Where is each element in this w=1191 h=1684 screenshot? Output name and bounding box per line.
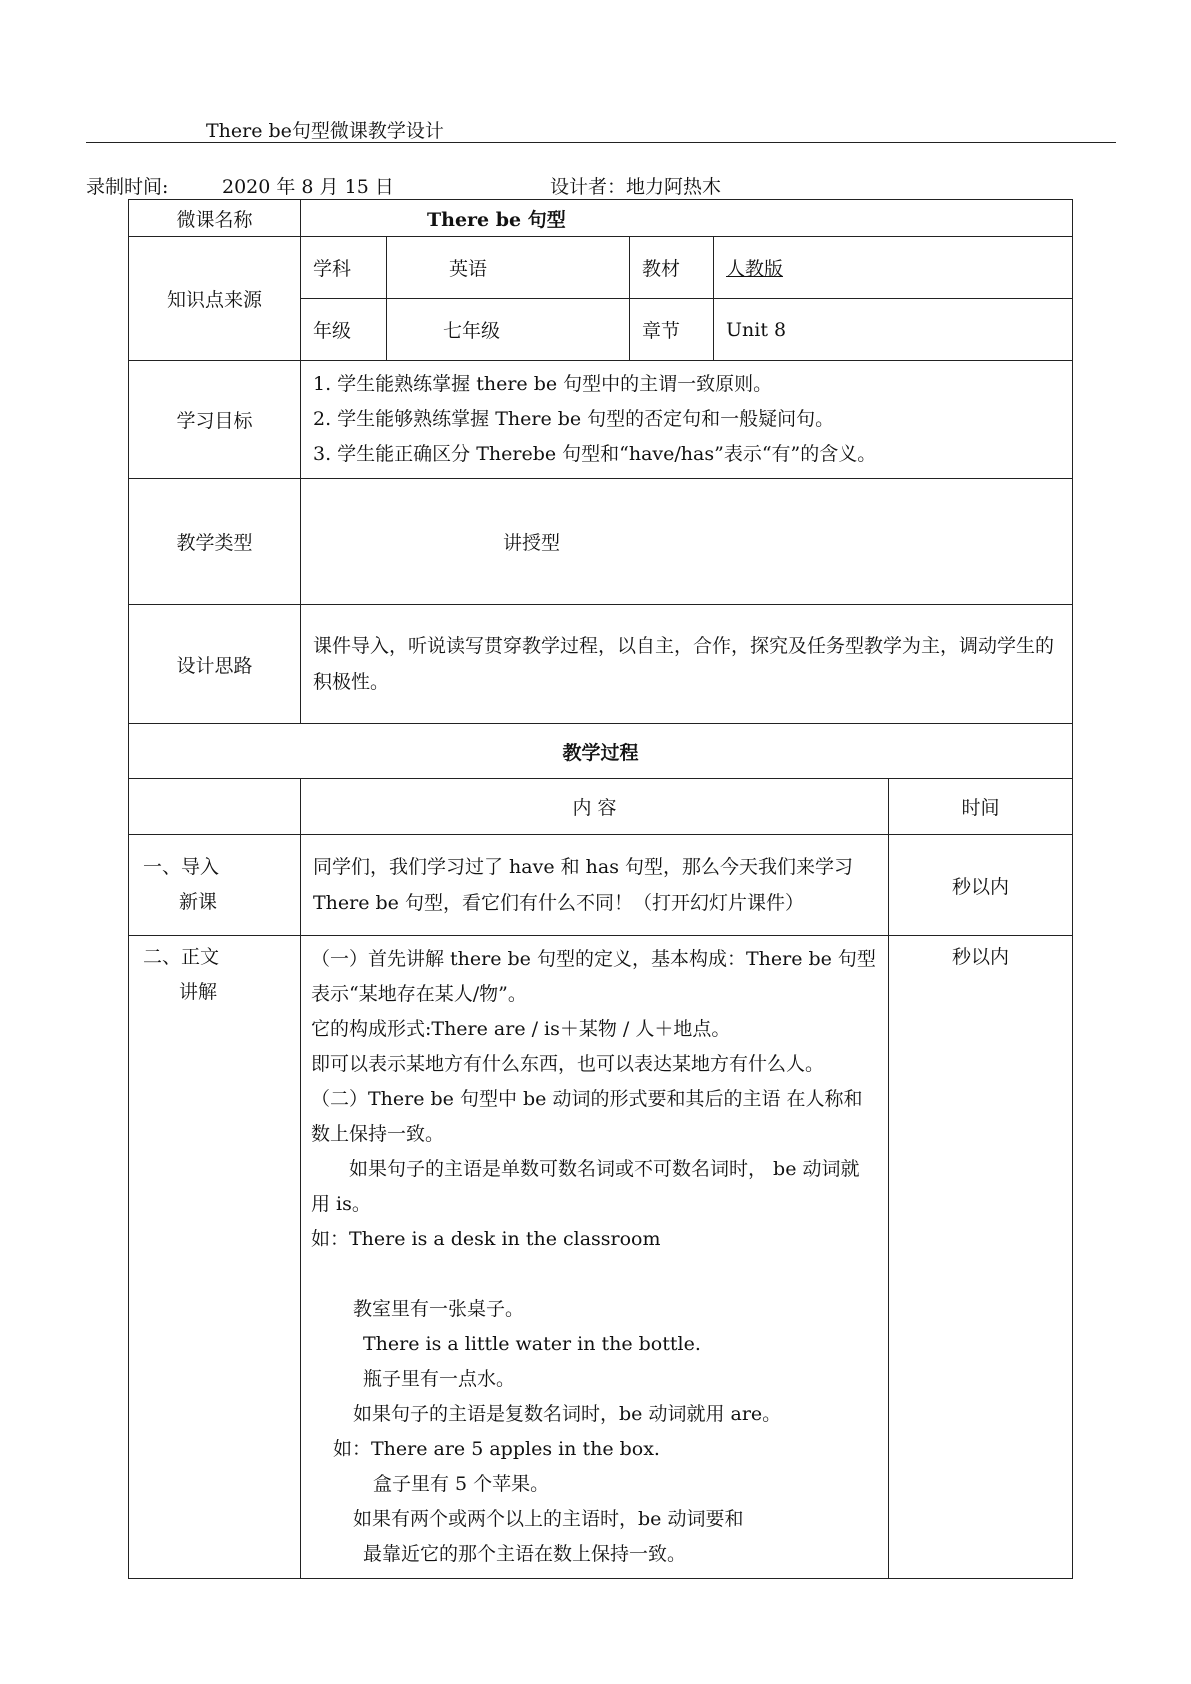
step2-line: 即可以表示某地方有什么东西，也可以表达某地方有什么人。 [311, 1053, 825, 1075]
textbook-value: 人教版 [726, 258, 784, 280]
source-label: 知识点来源 [129, 237, 301, 361]
row-course-name [129, 200, 1073, 237]
row-step-1 [129, 835, 1073, 936]
step2-line: 它的构成形式:There are / is＋某物 / 人＋地点。 [311, 1018, 731, 1040]
step1-label-a: 一、导入 [143, 856, 220, 878]
row-type [129, 479, 1073, 605]
chapter-label: 章节 [630, 299, 714, 361]
step2-line: 如果句子的主语是单数可数名词或不可数名词时， be 动词就用 is。 [311, 1158, 860, 1215]
step2-blank-line [311, 1257, 878, 1292]
goals-label: 学习目标 [129, 361, 301, 479]
step2-line: 如果句子的主语是复数名词时，be 动词就用 are。 [353, 1403, 782, 1425]
chapter-value: Unit 8 [714, 299, 1073, 361]
idea-label: 设计思路 [129, 605, 301, 724]
step2-line: （二）There be 句型中 be 动词的形式要和其后的主语 在人称和数上保持一致。 [311, 1088, 863, 1145]
document-title: There be句型微课教学设计 [206, 120, 444, 142]
step2-line: 最靠近它的那个主语在数上保持一致。 [363, 1543, 687, 1565]
step2-line: 教室里有一张桌子。 [353, 1298, 525, 1320]
time-header: 时间 [889, 779, 1073, 835]
lesson-design-table [128, 199, 1073, 1579]
step2-content [301, 936, 889, 1579]
record-date: 2020 年 8 月 15 日 [222, 176, 394, 198]
step1-content: 同学们，我们学习过了 have 和 has 句型，那么今天我们来学习 There be 句型，看它们有什么不同！（打开幻灯片课件） [301, 835, 889, 936]
row-process-heading [129, 724, 1073, 779]
step1-label [129, 835, 301, 936]
designer: 设计者：地力阿热木 [550, 176, 722, 198]
subject-label: 学科 [301, 237, 387, 299]
step1-time: 秒以内 [889, 835, 1073, 936]
textbook-value-cell [714, 237, 1073, 299]
row-subject [129, 237, 1073, 299]
row-step-2 [129, 936, 1073, 1579]
row-column-headers [129, 779, 1073, 835]
goal-item: 2. 学生能够熟练掌握 There be 句型的否定句和一般疑问句。 [313, 408, 835, 430]
step2-line: 如果有两个或两个以上的主语时，be 动词要和 [353, 1508, 744, 1530]
type-label: 教学类型 [129, 479, 301, 605]
empty-header-cell [129, 779, 301, 835]
grade-label: 年级 [301, 299, 387, 361]
step2-line: 瓶子里有一点水。 [363, 1368, 516, 1390]
step2-line: 如：There is a desk in the classroom [311, 1228, 661, 1250]
subject-value: 英语 [387, 237, 630, 299]
course-name-value: There be 句型 [301, 200, 1073, 237]
process-heading: 教学过程 [129, 724, 1073, 779]
step2-label-a: 二、正文 [143, 946, 220, 968]
step2-line: There is a little water in the bottle. [363, 1333, 701, 1355]
step2-time: 秒以内 [889, 936, 1073, 1579]
idea-value: 课件导入，听说读写贯穿教学过程，以自主，合作，探究及任务型教学为主，调动学生的积极性。 [301, 605, 1073, 724]
type-value: 讲授型 [301, 479, 1073, 605]
textbook-label: 教材 [630, 237, 714, 299]
step2-line: 如：There are 5 apples in the box. [333, 1438, 660, 1460]
header-rule [86, 142, 1116, 143]
content-header: 内 容 [301, 779, 889, 835]
row-goals [129, 361, 1073, 479]
step2-line: 盒子里有 5 个苹果。 [373, 1473, 550, 1495]
step2-line: （一）首先讲解 there be 句型的定义，基本构成：There be 句型表示“某地存在某人/物”。 [311, 948, 876, 1005]
course-name-label: 微课名称 [129, 200, 301, 237]
step2-label [129, 936, 301, 1579]
step2-label-b: 讲解 [179, 981, 218, 1003]
record-label: 录制时间: [86, 176, 169, 198]
goal-item: 3. 学生能正确区分 Therebe 句型和“have/has”表示“有”的含义。 [313, 443, 877, 465]
goals-list [301, 361, 1073, 479]
goal-item: 1. 学生能熟练掌握 there be 句型中的主谓一致原则。 [313, 373, 773, 395]
grade-value: 七年级 [387, 299, 630, 361]
row-idea [129, 605, 1073, 724]
step1-label-b: 新课 [179, 891, 218, 913]
